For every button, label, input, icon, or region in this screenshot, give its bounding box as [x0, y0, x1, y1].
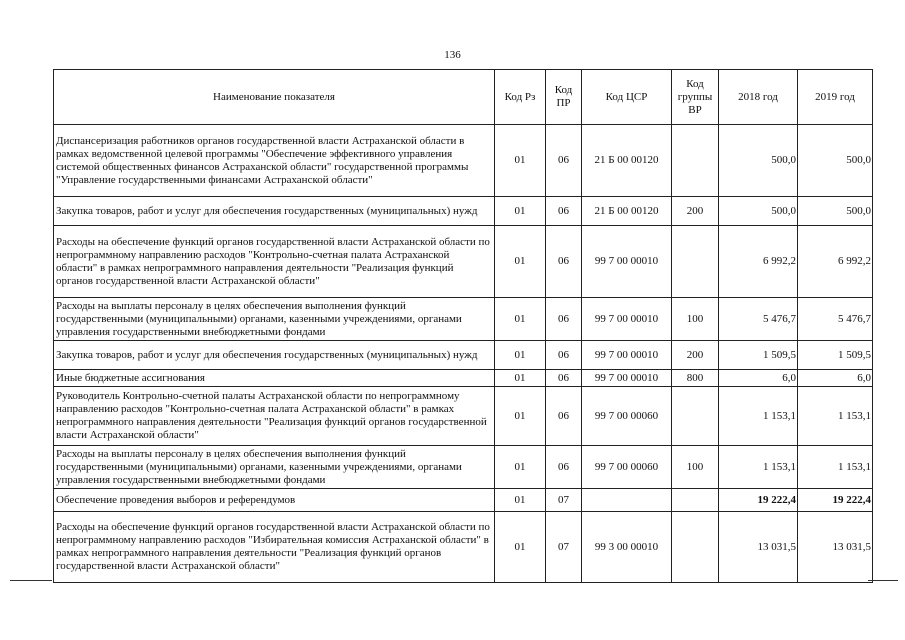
cell-pr: 06	[546, 370, 582, 387]
cell-vr: 800	[672, 370, 719, 387]
cell-csr: 99 7 00 00010	[582, 370, 672, 387]
cell-rz: 01	[495, 489, 546, 512]
cell-pr: 06	[546, 446, 582, 489]
cell-2018: 6,0	[719, 370, 798, 387]
header-row	[54, 70, 873, 125]
cell-2019: 19 222,4	[798, 489, 873, 512]
table-row	[54, 197, 873, 226]
cell-2018: 13 031,5	[719, 512, 798, 583]
cell-pr: 06	[546, 298, 582, 341]
margin-line-right	[868, 580, 898, 581]
cell-pr: 06	[546, 125, 582, 197]
header-2018: 2018 год	[719, 70, 798, 125]
cell-rz: 01	[495, 125, 546, 197]
cell-rz: 01	[495, 197, 546, 226]
cell-csr: 99 7 00 00060	[582, 387, 672, 446]
cell-2019: 1 153,1	[798, 387, 873, 446]
cell-csr: 99 3 00 00010	[582, 512, 672, 583]
cell-pr: 06	[546, 226, 582, 298]
cell-pr: 06	[546, 197, 582, 226]
header-pr: Код ПР	[546, 70, 582, 125]
header-csr: Код ЦСР	[582, 70, 672, 125]
cell-vr	[672, 226, 719, 298]
cell-pr: 06	[546, 387, 582, 446]
page-number: 136	[444, 49, 461, 61]
cell-2018: 1 153,1	[719, 387, 798, 446]
cell-2018: 6 992,2	[719, 226, 798, 298]
table-row	[54, 125, 873, 197]
budget-table	[53, 69, 873, 583]
cell-2019: 13 031,5	[798, 512, 873, 583]
cell-2018: 500,0	[719, 197, 798, 226]
cell-pr: 06	[546, 341, 582, 370]
header-vr: Код группы ВР	[672, 70, 719, 125]
cell-2019: 1 153,1	[798, 446, 873, 489]
cell-rz: 01	[495, 226, 546, 298]
table-body	[54, 125, 873, 583]
cell-rz: 01	[495, 387, 546, 446]
cell-rz: 01	[495, 370, 546, 387]
cell-name: Обеспечение проведения выборов и референдумов	[54, 489, 495, 512]
cell-pr: 07	[546, 489, 582, 512]
cell-2018: 1 509,5	[719, 341, 798, 370]
cell-name: Руководитель Контрольно-счетной палаты Астраханской области по непрограммному направлению расходов "Контрольно-счетная палата Астраханской области" в рамках непрограммного направления деятельности "Реализация функций органов государственной власти Астраханской области"	[54, 387, 495, 446]
cell-rz: 01	[495, 446, 546, 489]
header-2019: 2019 год	[798, 70, 873, 125]
cell-csr: 21 Б 00 00120	[582, 197, 672, 226]
cell-vr: 100	[672, 446, 719, 489]
cell-name: Закупка товаров, работ и услуг для обеспечения государственных (муниципальных) нужд	[54, 341, 495, 370]
cell-vr	[672, 125, 719, 197]
cell-2018: 1 153,1	[719, 446, 798, 489]
cell-name: Иные бюджетные ассигнования	[54, 370, 495, 387]
table-row	[54, 446, 873, 489]
cell-rz: 01	[495, 341, 546, 370]
cell-csr: 99 7 00 00060	[582, 446, 672, 489]
table-row	[54, 226, 873, 298]
cell-2019: 5 476,7	[798, 298, 873, 341]
header-name: Наименование показателя	[54, 70, 495, 125]
table-row	[54, 387, 873, 446]
cell-2018: 500,0	[719, 125, 798, 197]
cell-csr: 99 7 00 00010	[582, 341, 672, 370]
cell-2019: 500,0	[798, 197, 873, 226]
table-row	[54, 341, 873, 370]
cell-rz: 01	[495, 512, 546, 583]
cell-vr	[672, 512, 719, 583]
cell-vr: 200	[672, 197, 719, 226]
cell-2019: 1 509,5	[798, 341, 873, 370]
cell-vr: 200	[672, 341, 719, 370]
cell-2019: 6 992,2	[798, 226, 873, 298]
margin-line-left	[10, 580, 52, 581]
cell-2018: 5 476,7	[719, 298, 798, 341]
cell-csr: 21 Б 00 00120	[582, 125, 672, 197]
cell-name: Закупка товаров, работ и услуг для обеспечения государственных (муниципальных) нужд	[54, 197, 495, 226]
table-row	[54, 512, 873, 583]
cell-2019: 6,0	[798, 370, 873, 387]
cell-name: Расходы на выплаты персоналу в целях обеспечения выполнения функций государственными (муниципальными) органами, казенными учреждениями, органами управления государственными внебюджетными фондами	[54, 446, 495, 489]
cell-name: Расходы на обеспечение функций органов государственной власти Астраханской области по непрограммному направлению расходов "Контрольно-счетная палата Астраханской области" в рамках непрограммного направления деятельности "Реализация функций органов государственной власти Астраханской области"	[54, 226, 495, 298]
header-rz: Код Рз	[495, 70, 546, 125]
cell-name: Диспансеризация работников органов государственной власти Астраханской области в рамках ведомственной целевой программы "Обеспечение эффективного управления системой общественных финансов Астраханской области" государственной программы "Управление государственными финансами Астраханской области"	[54, 125, 495, 197]
cell-pr: 07	[546, 512, 582, 583]
table-row	[54, 370, 873, 387]
cell-2019: 500,0	[798, 125, 873, 197]
table-row	[54, 298, 873, 341]
cell-csr: 99 7 00 00010	[582, 298, 672, 341]
table-row	[54, 489, 873, 512]
cell-2018: 19 222,4	[719, 489, 798, 512]
cell-vr	[672, 387, 719, 446]
cell-csr: 99 7 00 00010	[582, 226, 672, 298]
cell-csr	[582, 489, 672, 512]
cell-name: Расходы на выплаты персоналу в целях обеспечения выполнения функций государственными (муниципальными) органами, казенными учреждениями, органами управления государственными внебюджетными фондами	[54, 298, 495, 341]
cell-name: Расходы на обеспечение функций органов государственной власти Астраханской области по непрограммному направлению расходов "Избирательная комиссия Астраханской области" в рамках непрограммного направления деятельности "Реализация функций органов государственной власти Астраханской области"	[54, 512, 495, 583]
cell-vr: 100	[672, 298, 719, 341]
cell-vr	[672, 489, 719, 512]
cell-rz: 01	[495, 298, 546, 341]
